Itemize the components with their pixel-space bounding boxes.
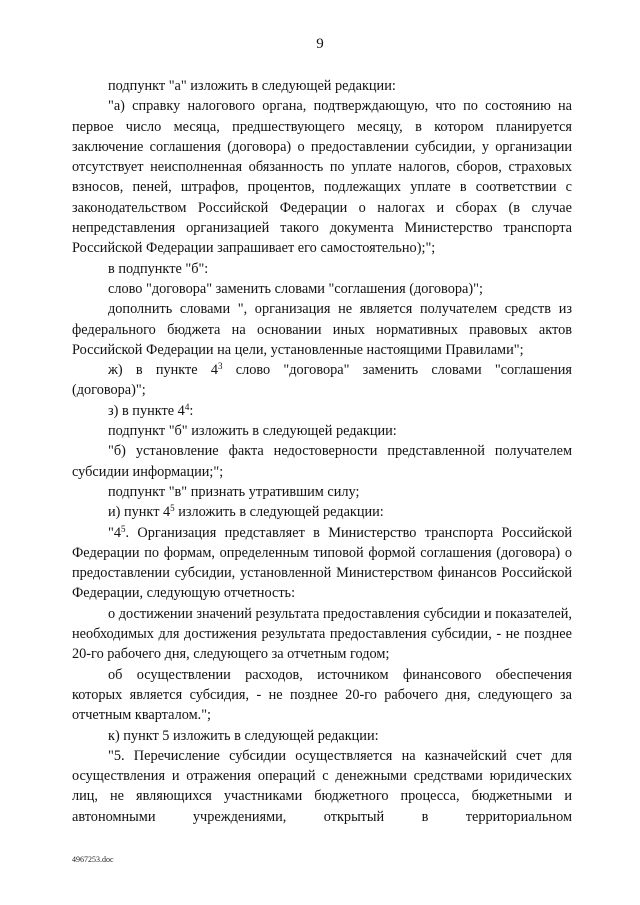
paragraph: подпункт "а" изложить в следующей редакции:	[108, 78, 396, 94]
paragraph: и) пункт $4^5$ изложить в следующей редакции:	[108, 503, 384, 521]
page-number: 9	[316, 36, 324, 52]
paragraph: в подпункте "б":	[108, 260, 209, 277]
paragraph: ж) в пункте $4^3$ слово "договора" заменить словами "соглашения (договора)";	[72, 361, 573, 399]
paragraph: "а) справку налогового органа, подтверждающую, что по состоянию на первое число месяца, предшествующего месяцу, в котором планируется заключение соглашения (договора) о предоставлении субсидии, у организации отсутствует неисполненная обязанность по уплате налогов, сборов, страховых взносов, пеней, штрафов, процентов, подлежащих уплате в соответствии с законодательством Российской Федерации о налогах и сборах (в случае непредставления организацией такого документа Министерство транспорта Российской Федерации запрашивает его самостоятельно);";	[72, 98, 572, 257]
paragraph: подпункт "в" признать утратившим силу;	[108, 483, 360, 500]
paragraph: "б) установление факта недостоверности представленной получателем субсидии информации;";	[72, 443, 572, 480]
superscript: 5	[170, 503, 175, 514]
paragraph: з) в пункте $4^4$:	[108, 401, 194, 419]
paragraph: к) пункт 5 изложить в следующей редакции:	[108, 727, 379, 744]
paragraph: слово "договора" заменить словами "соглашения (договора)";	[108, 280, 483, 297]
paragraph: "5. Перечисление субсидии осуществляется на казначейский счет для осуществления и отражения операций с денежными средствами юридических лиц, не являющихся участниками бюджетного процесса, бюджетными и автономными учреждениями, открытый в территориальном	[72, 747, 572, 825]
document-body	[72, 76, 572, 827]
superscript: 3	[218, 361, 223, 372]
document-footer-filename: 4967253.doc	[72, 855, 114, 864]
paragraph: подпункт "б" изложить в следующей редакции:	[108, 423, 397, 440]
paragraph: об осуществлении расходов, источником финансового обеспечения которых является субсидия, - не позднее 20-го рабочего дня, следующего за отчетным кварталом.";	[72, 666, 572, 724]
paragraph: дополнить словами ", организация не является получателем средств из федерального бюджета на основании иных нормативных правовых актов Российской Федерации на цели, установленные настоящими Правилами";	[72, 301, 572, 358]
superscript: 4	[184, 401, 190, 412]
paragraph: о достижении значений результата предоставления субсидии и показателей, необходимых для достижения результата предоставления субсидии, - не позднее 20-го рабочего дня, следующего за отчетным годом;	[72, 605, 572, 663]
superscript: 5	[121, 523, 126, 534]
paragraph: "$4^5$. Организация представляет в Министерство транспорта Российской Федерации по формам, определенным типовой формой соглашения (договора) о предоставлении субсидии, установленной Министерством финансов Российской Федерации, следующую отчетность:	[72, 523, 572, 602]
